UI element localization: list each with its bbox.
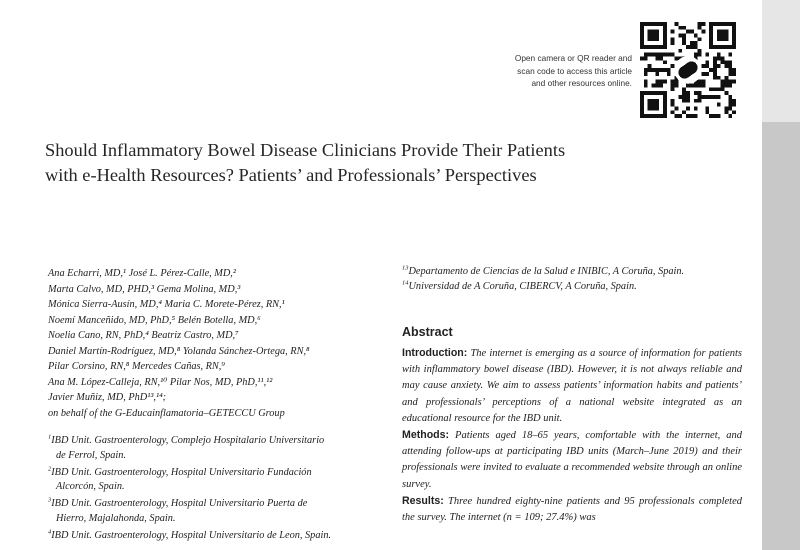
affiliation-item	[402, 264, 752, 279]
affiliation-text: Departamento de Ciencias de la Salud e INIBIC, A Coruña, Spain.	[408, 266, 685, 277]
vertical-scrollbar[interactable]	[762, 0, 800, 550]
author-line: Daniel Martín-Rodríguez, MD,⁸ Yolanda Sánchez-Ortega, RN,⁸	[48, 345, 310, 357]
affiliation-text: de Ferrol, Spain.	[56, 449, 126, 461]
affiliation-text: IBD Unit. Gastroenterology, Hospital Universitario Puerta de	[51, 498, 308, 510]
author-line: Javier Muñiz, MD, PhD¹³,¹⁴;	[48, 392, 167, 403]
author-list	[48, 266, 393, 421]
affiliation-item	[48, 434, 393, 464]
abstract-heading: Abstract	[402, 325, 453, 339]
affiliation-item	[402, 279, 752, 294]
abstract-body	[402, 345, 742, 526]
affiliation-number: 14	[402, 279, 409, 287]
results-text: Three hundred eighty-nine patients and 95 professionals completed the survey. The internet (n = 109; 27.4%) was	[402, 495, 742, 524]
affiliation-number: 3	[48, 496, 52, 504]
author-line: Mónica Sierra-Ausín, MD,⁴ Maria C. Morete-Pérez, RN,¹	[48, 299, 285, 310]
author-line: Noemí Manceñido, MD, PhD,⁵ Belén Botella, MD,⁶	[48, 314, 261, 326]
author-line: Marta Calvo, MD, PHD,³ Gema Molina, MD,³	[48, 283, 241, 295]
title-line-2: with e-Health Resources? Patients’ and Professionals’ Perspectives	[45, 165, 537, 185]
author-line: Ana Echarri, MD,¹ José L. Pérez-Calle, MD,²	[48, 268, 236, 279]
methods-text: Patients aged 18–65 years, comfortable with the internet, and attending follow-ups at participating IBD units (March–June 2019) and their professionals were invited to evaluate a recommended website through an online survey.	[402, 430, 742, 490]
affiliation-item	[48, 529, 393, 544]
qr-code-icon[interactable]	[640, 22, 736, 118]
qr-note-line: scan code to access this article	[517, 65, 632, 76]
introduction-label: Introduction:	[402, 347, 468, 359]
affiliation-text: IBD Unit. Gastroenterology, Hospital Universitario Fundación	[51, 466, 312, 478]
affiliation-item	[48, 466, 393, 496]
methods-label: Methods:	[402, 429, 450, 442]
qr-note-line: Open camera or QR reader and	[514, 53, 632, 63]
affiliations-left	[48, 434, 393, 546]
affiliation-item	[48, 497, 393, 527]
affiliations-right	[402, 264, 752, 294]
introduction-text: The internet is emerging as a source of information for patients with inflammatory bowel disease (IBD). However, it is not always reliable and may cause anxiety. We aim to assess patients’ information habits and patients’ and professionals’ perceptions of a national website integrated as an educational resource for the IBD unit.	[402, 348, 742, 424]
affiliation-text: Hierro, Majalahonda, Spain.	[56, 512, 176, 524]
qr-note-line: and other resources online.	[531, 78, 632, 88]
affiliation-text: Universidad de A Coruña, CIBERCV, A Coruña, Spain.	[408, 281, 637, 292]
article-title	[45, 138, 665, 188]
affiliation-number: 2	[48, 465, 52, 473]
affiliation-number: 1	[48, 433, 52, 441]
scrollbar-thumb[interactable]	[762, 122, 800, 550]
affiliation-text: IBD Unit. Gastroenterology, Hospital Universitario de Leon, Spain.	[51, 529, 332, 541]
affiliation-number: 13	[402, 264, 409, 272]
author-line: Ana M. López-Calleja, RN,¹⁰ Pilar Nos, MD, PhD,¹¹,¹²	[48, 376, 273, 388]
title-line-1: Should Inflammatory Bowel Disease Clinicians Provide Their Patients	[45, 140, 566, 160]
author-group-line: on behalf of the G-Educainflamatoria–GETECCU Group	[48, 407, 285, 419]
affiliation-text: Alcorcón, Spain.	[56, 481, 125, 493]
results-label: Results:	[402, 494, 444, 507]
author-line: Noelia Cano, RN, PhD,⁴ Beatriz Castro, MD,⁷	[48, 330, 239, 341]
affiliation-number: 4	[48, 528, 52, 536]
qr-instructions	[462, 52, 632, 90]
author-line: Pilar Corsino, RN,⁸ Mercedes Cañas, RN,⁹	[48, 361, 225, 372]
affiliation-text: IBD Unit. Gastroenterology, Complejo Hospitalario Universitario	[51, 435, 325, 446]
